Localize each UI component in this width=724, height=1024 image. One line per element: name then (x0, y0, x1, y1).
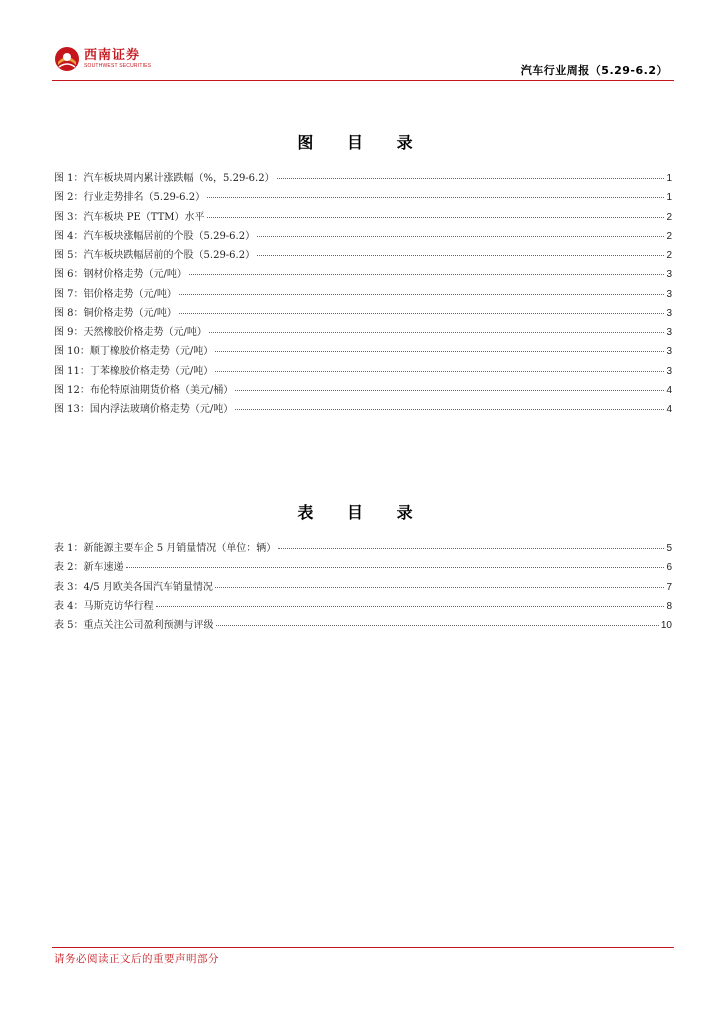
figures-toc-title: 图 目 录 (297, 133, 427, 152)
toc-entry-label[interactable]: 图 1：汽车板块周内累计涨跌幅（%，5.29-6.2） (54, 173, 275, 184)
company-logo (54, 44, 151, 74)
toc-entry[interactable] (54, 246, 672, 265)
toc-dot-leader (209, 332, 665, 333)
toc-dot-leader (235, 390, 664, 391)
toc-entry-label[interactable]: 图 10：顺丁橡胶价格走势（元/吨） (54, 346, 214, 358)
toc-entry-page[interactable]: 3 (666, 288, 672, 300)
disclaimer-notice: 请务必阅读正文后的重要声明部分 (54, 953, 219, 965)
toc-entry[interactable] (54, 208, 672, 227)
tables-toc-list (54, 539, 672, 635)
toc-dot-leader (216, 625, 659, 626)
toc-entry-label[interactable]: 表 2：新车速递 (54, 562, 124, 574)
toc-entry-page[interactable]: 6 (666, 562, 672, 574)
toc-entry-page[interactable]: 3 (666, 307, 672, 319)
toc-entry-label[interactable]: 图 2：行业走势排名（5.29-6.2） (54, 192, 206, 204)
toc-entry[interactable] (54, 265, 672, 284)
toc-entry[interactable] (54, 578, 672, 597)
toc-entry-page[interactable]: 10 (660, 620, 672, 631)
toc-entry-page[interactable]: 2 (666, 250, 672, 261)
header-divider (52, 80, 674, 81)
toc-entry-page[interactable]: 5 (666, 543, 672, 554)
toc-entry-page[interactable]: 7 (666, 581, 672, 593)
toc-entry[interactable] (54, 188, 672, 207)
toc-dot-leader (278, 548, 664, 549)
toc-entry-label[interactable]: 图 6：钢材价格走势（元/吨） (54, 269, 187, 281)
tables-toc-title: 表 目 录 (297, 503, 427, 522)
logo-english-name: SOUTHWEST SECURITIES (84, 63, 152, 69)
toc-entry[interactable] (54, 304, 672, 323)
toc-entry-page[interactable]: 3 (666, 365, 672, 377)
toc-dot-leader (156, 606, 665, 607)
toc-entry-label[interactable]: 图 12：布伦特原油期货价格（美元/桶） (54, 384, 234, 396)
toc-dot-leader (207, 217, 665, 218)
toc-entry[interactable] (54, 558, 672, 577)
footer-divider (52, 947, 674, 948)
toc-entry-page[interactable]: 2 (666, 211, 672, 223)
toc-dot-leader (257, 236, 664, 237)
toc-entry[interactable] (54, 400, 672, 419)
toc-dot-leader (179, 294, 665, 295)
toc-entry-label[interactable]: 表 1：新能源主要车企 5 月销量情况（单位：辆） (54, 543, 277, 554)
toc-entry[interactable] (54, 539, 672, 558)
toc-entry-label[interactable]: 图 8：铜价格走势（元/吨） (54, 307, 177, 319)
toc-entry-label[interactable]: 图 11：丁苯橡胶价格走势（元/吨） (54, 365, 214, 377)
toc-entry-page[interactable]: 3 (666, 327, 672, 338)
toc-entry-page[interactable]: 1 (666, 192, 672, 204)
toc-entry[interactable] (54, 342, 672, 361)
toc-entry-label[interactable]: 表 4：马斯克访华行程 (54, 600, 154, 612)
figures-toc-list (54, 169, 672, 419)
page-header (0, 0, 724, 82)
toc-entry[interactable] (54, 285, 672, 304)
report-title: 汽车行业周报（5.29-6.2） (520, 64, 668, 77)
toc-entry-label[interactable]: 图 9：天然橡胶价格走势（元/吨） (54, 327, 207, 338)
toc-entry-label[interactable]: 图 7：铝价格走势（元/吨） (54, 288, 177, 300)
toc-entry-label[interactable]: 图 4：汽车板块涨幅居前的个股（5.29-6.2） (54, 230, 256, 242)
toc-dot-leader (215, 351, 664, 352)
toc-dot-leader (235, 409, 664, 410)
logo-emblem-icon (54, 46, 80, 72)
toc-entry-page[interactable]: 4 (666, 404, 672, 415)
toc-dot-leader (189, 274, 665, 275)
toc-entry-label[interactable]: 图 5：汽车板块跌幅居前的个股（5.29-6.2） (54, 250, 256, 261)
toc-entry-page[interactable]: 1 (666, 173, 672, 184)
toc-entry-page[interactable]: 2 (666, 230, 672, 242)
toc-dot-leader (215, 371, 664, 372)
toc-dot-leader (179, 313, 665, 314)
toc-dot-leader (215, 587, 665, 588)
toc-entry-label[interactable]: 图 3：汽车板块 PE（TTM）水平 (54, 211, 205, 223)
logo-chinese-name: 西南证券 (84, 48, 141, 63)
toc-dot-leader (257, 255, 664, 256)
toc-dot-leader (277, 178, 665, 179)
toc-dot-leader (207, 197, 664, 198)
toc-entry-label[interactable]: 表 3：4/5 月欧美各国汽车销量情况 (54, 581, 213, 593)
toc-entry[interactable] (54, 616, 672, 635)
toc-entry-label[interactable]: 图 13：国内浮法玻璃价格走势（元/吨） (54, 404, 234, 415)
toc-entry[interactable] (54, 362, 672, 381)
toc-entry[interactable] (54, 381, 672, 400)
toc-entry-page[interactable]: 4 (666, 384, 672, 396)
toc-entry[interactable] (54, 227, 672, 246)
toc-entry-label[interactable]: 表 5：重点关注公司盈利预测与评级 (54, 620, 214, 631)
toc-entry-page[interactable]: 3 (666, 346, 672, 358)
toc-entry-page[interactable]: 8 (666, 600, 672, 612)
toc-entry[interactable] (54, 323, 672, 342)
toc-dot-leader (126, 567, 665, 568)
toc-entry-page[interactable]: 3 (666, 269, 672, 281)
toc-entry[interactable] (54, 169, 672, 188)
toc-entry[interactable] (54, 597, 672, 616)
